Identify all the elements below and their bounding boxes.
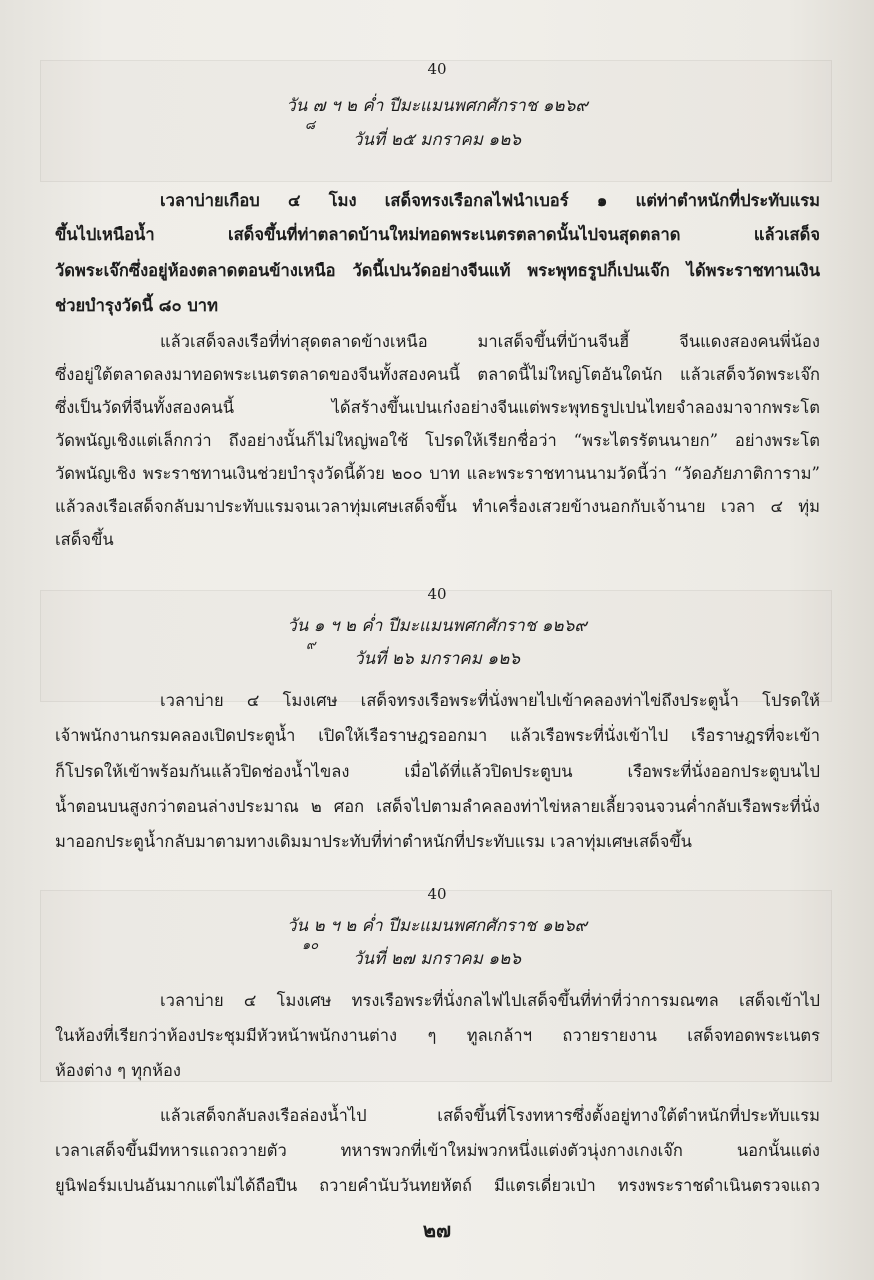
paragraph-line: วัดพนัญเชิง พระราชทานเงินช่วยบำรุงวัดนี้ด้วย ๒๐๐ บาท และพระราชทานนามวัดนี้ว่า “วัดอภัยภาติการาม”	[55, 464, 820, 483]
paragraph-line: ก็โปรดให้เข้าพร้อมกันแล้วปิดช่องน้ำไขลง เมื่อได้ที่แล้วปิดประตูบน เรือพระที่นั่งออกประตูบนไป	[55, 762, 820, 781]
paragraph-line: มาออกประตูน้ำกลับมาตามทางเดิมมาประทับที่ท่าตำหนักที่ประทับแรม เวลาทุ่มเศษเสด็จขึ้น	[55, 832, 692, 851]
paragraph-line: เจ้าพนักงานกรมคลองเปิดประตูน้ำ เปิดให้เรือราษฎรออกมา แล้วเรือพระที่นั่งเข้าไป เรือราษฎรที่จะเข้า	[55, 726, 820, 745]
section-subheading: วันที่ ๒๗ มกราคม ๑๒๖	[352, 949, 522, 969]
section-subnumber: ๑๐	[302, 938, 319, 953]
paragraph-line: เวลาเสด็จขึ้นมีทหารแถวถวายตัว ทหารพวกที่เข้าใหม่พวกหนึ่งแต่งตัวนุ่งกางเกงเจ๊ก นอกนั้นแต่ง	[55, 1141, 820, 1160]
paragraph-line: แล้วเสด็จลงเรือที่ท่าสุดตลาดข้างเหนือ มาเสด็จขึ้นที่บ้านจีนฮี้ จีนแดงสองคนพี่น้อง	[160, 332, 820, 351]
paragraph-line: เวลาบ่ายเกือบ ๔ โมง เสด็จทรงเรือกลไฟนำเบอร์ ๑ แต่ท่าตำหนักที่ประทับแรม	[160, 191, 820, 210]
section-heading: วัน ๒ ฯ ๒ ค่ำ ปีมะแมนพศกศักราช ๑๒๖๙	[286, 916, 588, 936]
paragraph-line: น้ำตอนบนสูงกว่าตอนล่างประมาณ ๒ ศอก เสด็จไปตามลำคลองท่าไข่หลายเลี้ยวจนจวนค่ำกลับเรือพระที่นั่ง	[55, 797, 820, 816]
show-through-block	[40, 60, 832, 182]
paragraph-line: ในห้องที่เรียกว่าห้องประชุมมีหัวหน้าพนักงานต่าง ๆ ทูลเกล้าฯ ถวายรายงาน เสด็จทอดพระเนตร	[55, 1026, 820, 1045]
paragraph-line: ช่วยบำรุงวัดนี้ ๘๐ บาท	[55, 296, 218, 315]
paragraph-line: วัดพระเจ๊กซึ่งอยู่ห้องตลาดตอนข้างเหนือ วัดนี้เปนวัดอย่างจีนแท้ พระพุทธรูปก็เปนเจ๊ก ได้พระราชทานเงิน	[55, 261, 820, 280]
paragraph-line: ยูนิฟอร์มเปนอันมากแต่ไม่ได้ถือปืน ถวายคำนับวันทยหัตถ์ มีแตรเดี่ยวเป่า ทรงพระราชดำเนินตรวจแถว	[55, 1176, 820, 1195]
section-marker: 40	[427, 60, 447, 78]
paragraph-line: ซึ่งเป็นวัดที่จีนทั้งสองคนนี้ ได้สร้างขึ้นเปนเก๋งอย่างจีนแต่พระพุทธรูปเปนไทยจำลองมาจากพระโต	[55, 398, 820, 417]
page-number: ๒๗	[422, 1218, 452, 1242]
paragraph-line: ห้องต่าง ๆ ทุกห้อง	[55, 1061, 181, 1080]
section-marker: 40	[427, 885, 447, 903]
paragraph-line: เสด็จขึ้น	[55, 530, 114, 549]
paragraph-line: แล้วเสด็จกลับลงเรือล่องน้ำไป เสด็จขึ้นที่โรงทหารซึ่งตั้งอยู่ทางใต้ตำหนักที่ประทับแรม	[160, 1106, 820, 1125]
section-marker: 40	[427, 585, 447, 603]
section-subheading: วันที่ ๒๕ มกราคม ๑๒๖	[352, 130, 522, 150]
paragraph-line: ขึ้นไปเหนือน้ำ เสด็จขึ้นที่ท่าตลาดบ้านใหม่ทอดพระเนตรตลาดนั้นไปจนสุดตลาด แล้วเสด็จ	[55, 225, 820, 244]
section-heading: วัน ๗ ฯ ๒ ค่ำ ปีมะแมนพศกศักราช ๑๒๖๙	[286, 96, 588, 116]
paragraph-line: เวลาบ่าย ๔ โมงเศษ เสด็จทรงเรือพระที่นั่งพายไปเข้าคลองท่าไข่ถึงประตูน้ำ โปรดให้	[160, 691, 820, 710]
paragraph-line: ซึ่งอยู่ใต้ตลาดลงมาทอดพระเนตรตลาดของจีนทั้งสองคนนี้ ตลาดนี้ไม่ใหญ่โตอันใดนัก แล้วเสด็จวัดพระเจ๊ก	[55, 365, 820, 384]
section-subnumber: ๙	[306, 638, 316, 653]
section-heading: วัน ๑ ฯ ๒ ค่ำ ปีมะแมนพศกศักราช ๑๒๖๙	[287, 616, 587, 636]
paragraph-line: แล้วลงเรือเสด็จกลับมาประทับแรมจนเวลาทุ่มเศษเสด็จขึ้น ทำเครื่องเสวยข้างนอกกับเจ้านาย เวลา ๔ ทุ่ม	[55, 497, 820, 516]
paragraph-line: เวลาบ่าย ๔ โมงเศษ ทรงเรือพระที่นั่งกลไฟไปเสด็จขึ้นที่ท่าที่ว่าการมณฑล เสด็จเข้าไป	[160, 991, 820, 1010]
section-subnumber: ๘	[305, 118, 316, 133]
paragraph-line: วัดพนัญเชิงแต่เล็กกว่า ถึงอย่างนั้นก็ไม่ใหญ่พอใช้ โปรดให้เรียกชื่อว่า “พระไตรรัตนนายก” อย่างพระโต	[55, 431, 820, 450]
section-subheading: วันที่ ๒๖ มกราคม ๑๒๖	[353, 649, 521, 669]
